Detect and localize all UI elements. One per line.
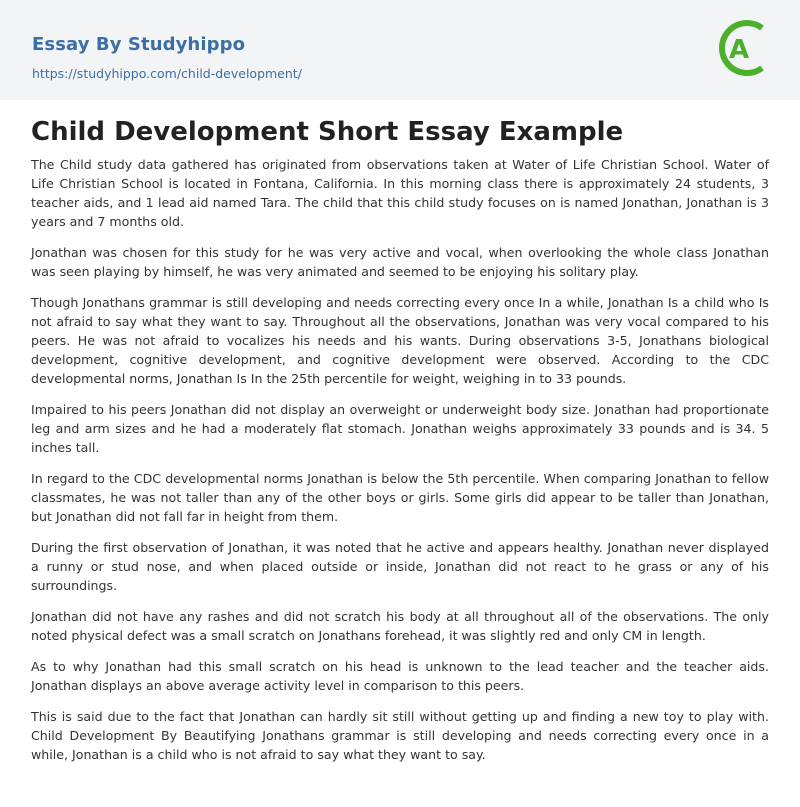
essay-paragraph: Impaired to his peers Jonathan did not display an overweight or underweight body size. Jonathan had proportionate leg and arm sizes and he had a moderately flat stomach. Jonathan weighs approximately 33 pounds and is 34. 5 inches tall. (31, 402, 769, 455)
essay-paragraph: Jonathan was chosen for this study for he was very active and vocal, when overlooking the whole class Jonathan was seen playing by himself, he was very animated and seemed to be enjoying his solitary play. (31, 245, 769, 279)
studyhippo-logo-icon[interactable] (714, 14, 770, 82)
essay-paragraph: This is said due to the fact that Jonathan can hardly sit still without getting up and finding a new toy to play with. Child Development By Beautifying Jonathans grammar is still developing and needs correcting every once in a while, Jonathan is a child who is not afraid to say what they want to say. (31, 709, 769, 762)
logo-letter: A (728, 35, 750, 65)
page-title: Child Development Short Essay Example (31, 117, 624, 147)
source-url-link[interactable]: https://studyhippo.com/child-development/ (32, 66, 302, 81)
essay-paragraph: In regard to the CDC developmental norms Jonathan is below the 5th percentile. When comparing Jonathan to fellow classmates, he was not taller than any of the other boys or girls. Some girls did appear to be taller than Jonathan, but Jonathan did not fall far in height from them. (31, 471, 769, 524)
site-header (0, 0, 800, 100)
site-name[interactable]: Essay By Studyhippo (32, 34, 246, 55)
essay-paragraph: During the first observation of Jonathan, it was noted that he active and appears healthy. Jonathan never displayed a runny or stud nose, and when placed outside or inside, Jonathan did not react to he grass or any of his surroundings. (31, 540, 769, 593)
essay-paragraph: The Child study data gathered has originated from observations taken at Water of Life Christian School. Water of Life Christian School is located in Fontana, California. In this morning class there is approximately 24 students, 3 teacher aids, and 1 lead aid named Tara. The child that this child study focuses on is named Jonathan, Jonathan is 3 years and 7 months old. (31, 157, 769, 229)
essay-paragraph: Jonathan did not have any rashes and did not scratch his body at all throughout all of the observations. The only noted physical defect was a small scratch on Jonathans forehead, it was slightly red and only CM in length. (31, 609, 769, 643)
essay-paragraph: As to why Jonathan had this small scratch on his head is unknown to the lead teacher and the teacher aids. Jonathan displays an above average activity level in comparison to this peers. (31, 659, 769, 693)
article (0, 100, 800, 764)
essay-paragraph: Though Jonathans grammar is still developing and needs correcting every once In a while, Jonathan Is a child who Is not afraid to say what they want to say. Throughout all the observations, Jonathan was very vocal compared to his peers. He was not afraid to vocalizes his needs and his wants. During observations 3-5, Jonathans biological development, cognitive development, and cognitive development were observed. According to the CDC developmental norms, Jonathan Is In the 25th percentile for weight, weighing in to 33 pounds. (31, 295, 769, 386)
